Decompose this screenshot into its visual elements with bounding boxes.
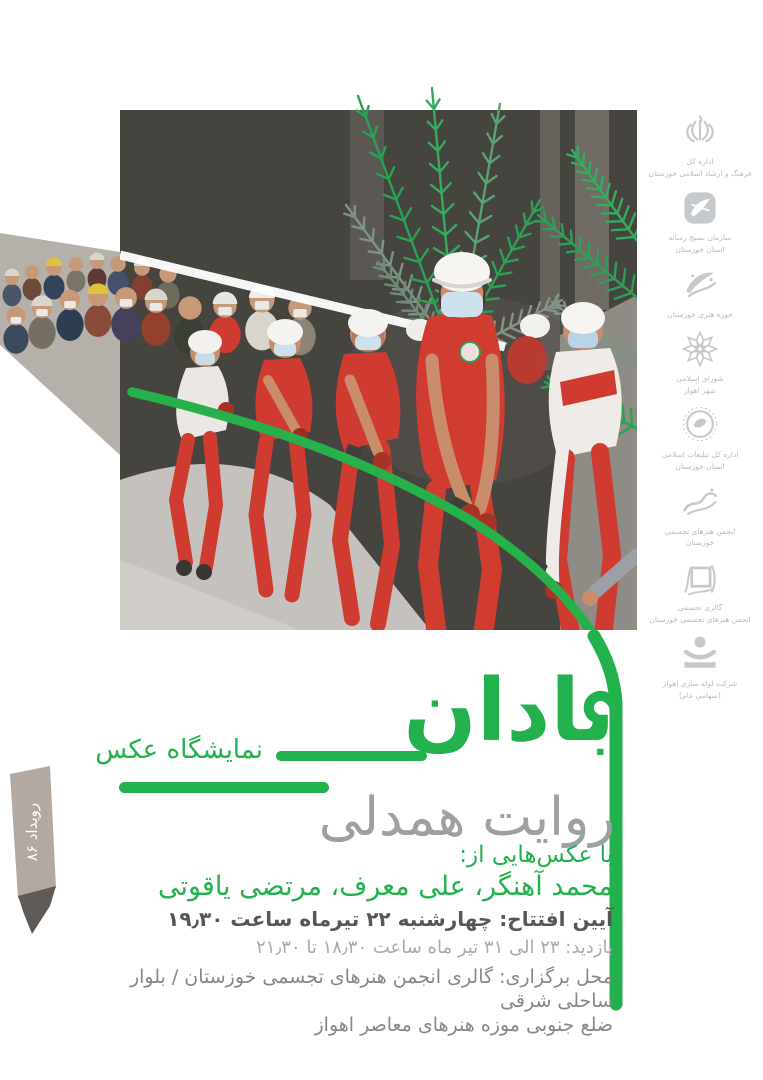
poster-subtitle: روایت همدلی bbox=[318, 787, 615, 848]
opening-time: آیین افتتاح: چهارشنبه ۲۲ تیرماه ساعت ۱۹٫۳۰ bbox=[167, 907, 613, 931]
pipe-mill-icon bbox=[678, 632, 722, 676]
sponsor-visual-arts: انجمن هنرهای تجسمی خوزستان bbox=[665, 480, 736, 549]
visiting-hours: بازدید: ۲۳ الی ۳۱ تیر ماه ساعت ۱۸٫۳۰ تا ۲۱٫۳۰ bbox=[256, 937, 613, 958]
howzeh-honari-icon bbox=[678, 263, 722, 307]
sponsor-pipe-mill: شرکت لوله سازی اهواز (سهامی عام) bbox=[663, 632, 738, 701]
divider-line-bottom bbox=[119, 782, 329, 793]
ahvaz-council-icon bbox=[678, 327, 722, 371]
event-badge-label: رویداد ۸۶ bbox=[23, 802, 41, 862]
sponsor-gallery: گالری تجسمی انجمن هنرهای تجسمی خوزستان bbox=[649, 556, 750, 625]
category-label: نمایشگاه عکس bbox=[95, 735, 263, 765]
iran-emblem-icon bbox=[678, 110, 722, 154]
sponsor-ershad: اداره کل فرهنگ و ارشاد اسلامی خوزستان bbox=[648, 110, 751, 179]
venue-line-1: محل برگزاری: گالری انجمن هنرهای تجسمی خوزستان / بلوار ساحلی شرقی bbox=[129, 966, 613, 1012]
sponsors-column bbox=[641, 110, 759, 701]
gallery-icon bbox=[678, 556, 722, 600]
credits-intro: با عکس‌هایی از: bbox=[459, 842, 613, 868]
sponsor-tablighat: اداره کل تبلیغات اسلامی استان خوزستان bbox=[662, 403, 739, 472]
poster-title: بادان bbox=[403, 661, 615, 761]
tablighat-islami-icon bbox=[678, 403, 722, 447]
venue bbox=[113, 965, 613, 1037]
visual-arts-calligraphy-icon bbox=[678, 480, 722, 524]
photographer-names: محمد آهنگر، علی معرف، مرتضی یاقوتی bbox=[157, 871, 613, 902]
event-badge-ribbon bbox=[10, 766, 56, 934]
venue-line-2: ضلع جنوبی موزه هنرهای معاصر اهواز bbox=[314, 1014, 613, 1036]
basij-media-icon bbox=[678, 186, 722, 230]
sponsor-basij-media: سازمان بسیج رسانه استان خوزستان bbox=[669, 186, 732, 255]
sponsor-city-council: شورای اسلامی شهر اهواز bbox=[676, 327, 723, 396]
sponsor-howzeh: حوزه هنری خوزستان bbox=[667, 263, 733, 321]
